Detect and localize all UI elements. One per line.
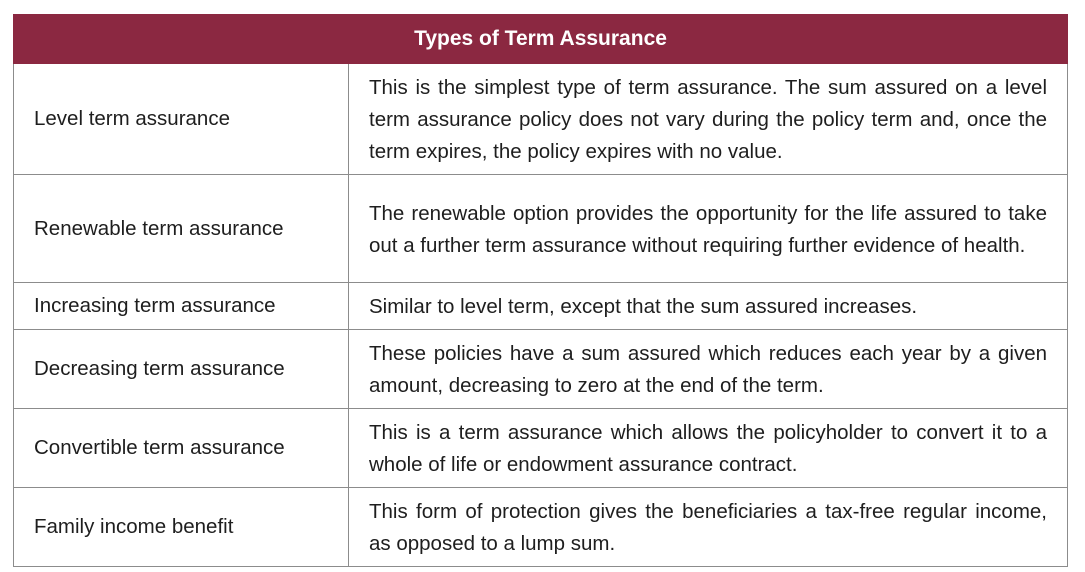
assurance-type: Increasing term assurance <box>14 283 349 330</box>
table-row <box>14 283 1068 330</box>
assurance-description: This is the simplest type of term assurance. The sum assured on a level term assurance policy does not vary during the policy term and, once the term expires, the policy expires with no value. <box>349 64 1068 175</box>
table-row <box>14 64 1068 175</box>
assurance-type: Decreasing term assurance <box>14 330 349 409</box>
term-assurance-table <box>13 14 1068 567</box>
table-header-row <box>14 15 1068 64</box>
table-row <box>14 409 1068 488</box>
assurance-description: The renewable option provides the opportunity for the life assured to take out a further term assurance without requiring further evidence of health. <box>349 175 1068 283</box>
table-row <box>14 175 1068 283</box>
assurance-description: These policies have a sum assured which reduces each year by a given amount, decreasing to zero at the end of the term. <box>349 330 1068 409</box>
assurance-description: This form of protection gives the beneficiaries a tax-free regular income, as opposed to a lump sum. <box>349 488 1068 567</box>
assurance-description: Similar to level term, except that the sum assured increases. <box>349 283 1068 330</box>
table-title: Types of Term Assurance <box>14 15 1068 64</box>
assurance-type: Renewable term assurance <box>14 175 349 283</box>
assurance-type: Level term assurance <box>14 64 349 175</box>
assurance-type: Family income benefit <box>14 488 349 567</box>
table-row <box>14 330 1068 409</box>
assurance-type: Convertible term assurance <box>14 409 349 488</box>
table-row <box>14 488 1068 567</box>
assurance-description: This is a term assurance which allows the policyholder to convert it to a whole of life or endowment assurance contract. <box>349 409 1068 488</box>
